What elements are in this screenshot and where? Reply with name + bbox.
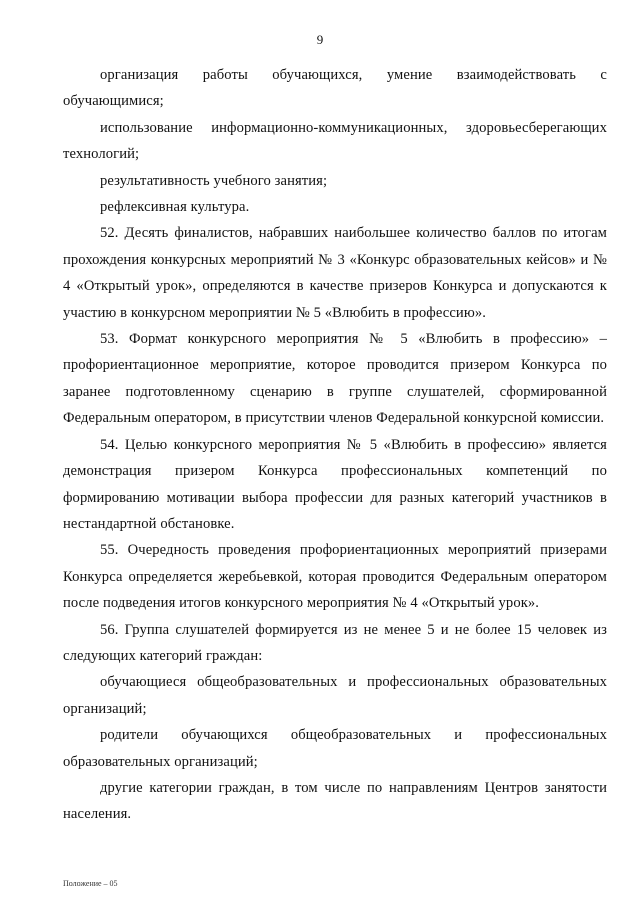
clause-56: 56. Группа слушателей формируется из не менее 5 и не более 15 человек из следующих категорий граждан:: [63, 621, 607, 664]
category-parents: родители обучающихся общеобразовательных и профессиональных образовательных организаций;: [63, 727, 607, 770]
criterion-reflexive-culture: рефлексивная культура.: [100, 199, 250, 216]
clause-52: 52. Десять финалистов, набравших наибольшее количество баллов по итогам прохождения конкурсных мероприятий № 3 «Конкурс образовательных кейсов» и № 4 «Открытый урок», определяются в качестве призеров Конкурса и допускаются к участию в конкурсном мероприятии № 5 «Влюбить в профессию».: [63, 225, 607, 321]
page-number: 9: [316, 32, 324, 47]
category-students: обучающиеся общеобразовательных и профессиональных образовательных организаций;: [63, 674, 607, 717]
criterion-technologies: использование информационно-коммуникационных, здоровьесберегающих технологий;: [63, 119, 607, 163]
footer-label: Положение – 05: [63, 879, 118, 888]
category-other: другие категории граждан, в том числе по направлениям Центров занятости населения.: [63, 779, 607, 823]
clause-53: 53. Формат конкурсного мероприятия № 5 «Влюбить в профессию» – профориентационное мероприятие, которое проводится призером Конкурса по заранее подготовленному сценарию в группе слушателей, сформированной Федеральным оператором, в присутствии членов Федеральной конкурсной комиссии.: [63, 331, 607, 427]
clause-55: 55. Очередность проведения профориентационных мероприятий призерами Конкурса определяется жеребьевкой, которая проводится Федеральным оператором после подведения итогов конкурсного мероприятия № 4 «Открытый урок».: [63, 542, 607, 612]
document-body: [63, 62, 607, 828]
criterion-effectiveness: результативность учебного занятия;: [100, 172, 328, 189]
clause-54: 54. Целью конкурсного мероприятия № 5 «Влюбить в профессию» является демонстрация призером Конкурса профессиональных компетенций по формированию мотивации выбора профессии для разных категорий участников в нестандартной обстановке.: [63, 436, 607, 532]
criterion-organization: организация работы обучающихся, умение взаимодействовать с обучающимися;: [63, 67, 607, 110]
